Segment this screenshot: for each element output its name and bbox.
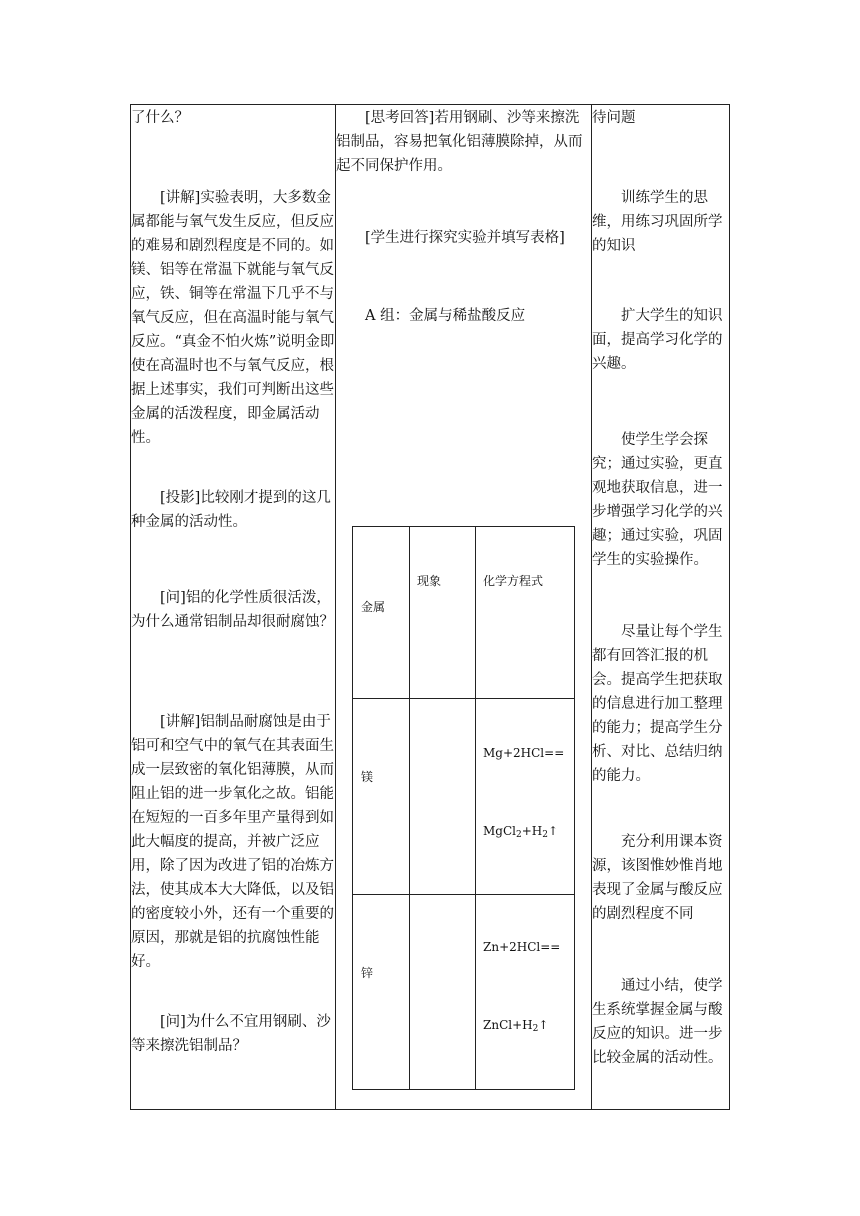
intent-paragraph-6: 通过小结，使学生系统掌握金属与酸反应的知识。进一步比较金属的活动性。 (592, 978, 723, 1066)
row-metal-magnesium: 镁 (361, 770, 374, 784)
question-paragraph-1: [问]铝的化学性质很活泼，为什么通常铝制品却很耐腐蚀？ (131, 590, 334, 630)
experiment-instruction: [学生进行探究实验并填写表格] (365, 230, 565, 246)
row-metal-zinc: 锌 (361, 966, 374, 980)
intent-paragraph-4: 尽量让每个学生都有回答汇报的机会。提高学生把获取的信息进行加工整理的能力；提高学生分析、对比、总结归纳的能力。 (592, 624, 723, 784)
magnesium-equation-line2: $MgCl_2+H_2↑$ (483, 824, 559, 840)
lecture-paragraph-2: [讲解]铝制品耐腐蚀是由于铝可和空气中的氧气在其表面生成一层致密的氧化铝薄膜，从而阻止铝的进一步氧化之故。铝能在短短的一百多年里产量得到如此大幅度的提高，并被广泛应用，除了因为改进了铝的冶炼方法，使其成本大大降低，以及铝的密度较小外，还有一个重要的原因，那就是铝的抗腐蚀性能好。 (131, 714, 334, 970)
zinc-equation-line1: Zn+2HCl== (483, 940, 561, 954)
projection-paragraph: [投影]比较刚才提到的这几种金属的活动性。 (131, 490, 331, 530)
thinking-answer: [思考回答]若用钢刷、沙等来擦洗铝制品，容易把氧化铝薄膜除掉，从而起不同保护作用。 (336, 110, 583, 174)
lecture-paragraph-1: [讲解]实验表明，大多数金属都能与氧气发生反应，但反应的难易和剧烈程度是不同的。如镁、铝等在常温下就能与氧气反应，铁、铜等在常温下几乎不与氧气反应，但在高温时能与氧气反应。“真金不怕火炼”说明金即使在高温时也不与氧气反应，根据上述事实，我们可判断出这些金属的活泼程度，即金属活动性。 (131, 190, 335, 446)
inner-col-divider-1 (409, 527, 410, 1089)
inner-row-divider-2 (353, 894, 574, 895)
header-metal: 金属 (361, 600, 386, 614)
intent-paragraph-2: 扩大学生的知识面，提高学习化学的兴趣。 (592, 308, 723, 372)
header-equation: 化学方程式 (483, 574, 544, 588)
group-a-title: A 组：金属与稀盐酸反应 (365, 308, 526, 324)
column-divider-1 (335, 104, 336, 1110)
header-phenomenon: 现象 (417, 574, 442, 588)
intent-paragraph-5: 充分利用课本资源，该图惟妙惟肖地表现了金属与酸反应的剧烈程度不同 (592, 834, 723, 922)
continued-question: 了什么？ (131, 110, 189, 126)
intent-paragraph-1: 训练学生的思维，用练习巩固所学的知识 (592, 190, 723, 254)
experiment-table (352, 526, 575, 1090)
inner-col-divider-2 (475, 527, 476, 1089)
question-paragraph-2: [问]为什么不宜用钢刷、沙等来擦洗铝制品？ (131, 1014, 331, 1054)
zinc-equation-line2: $ZnCl+H_2↑$ (483, 1018, 549, 1034)
magnesium-equation-line1: Mg+2HCl== (483, 746, 565, 760)
inner-row-divider-1 (353, 698, 574, 699)
intent-paragraph-3: 使学生学会探究；通过实验，更直观地获取信息，进一步增强学习化学的兴趣；通过实验，巩固学生的实验操作。 (592, 432, 723, 568)
intent-continued: 待问题 (592, 110, 636, 126)
